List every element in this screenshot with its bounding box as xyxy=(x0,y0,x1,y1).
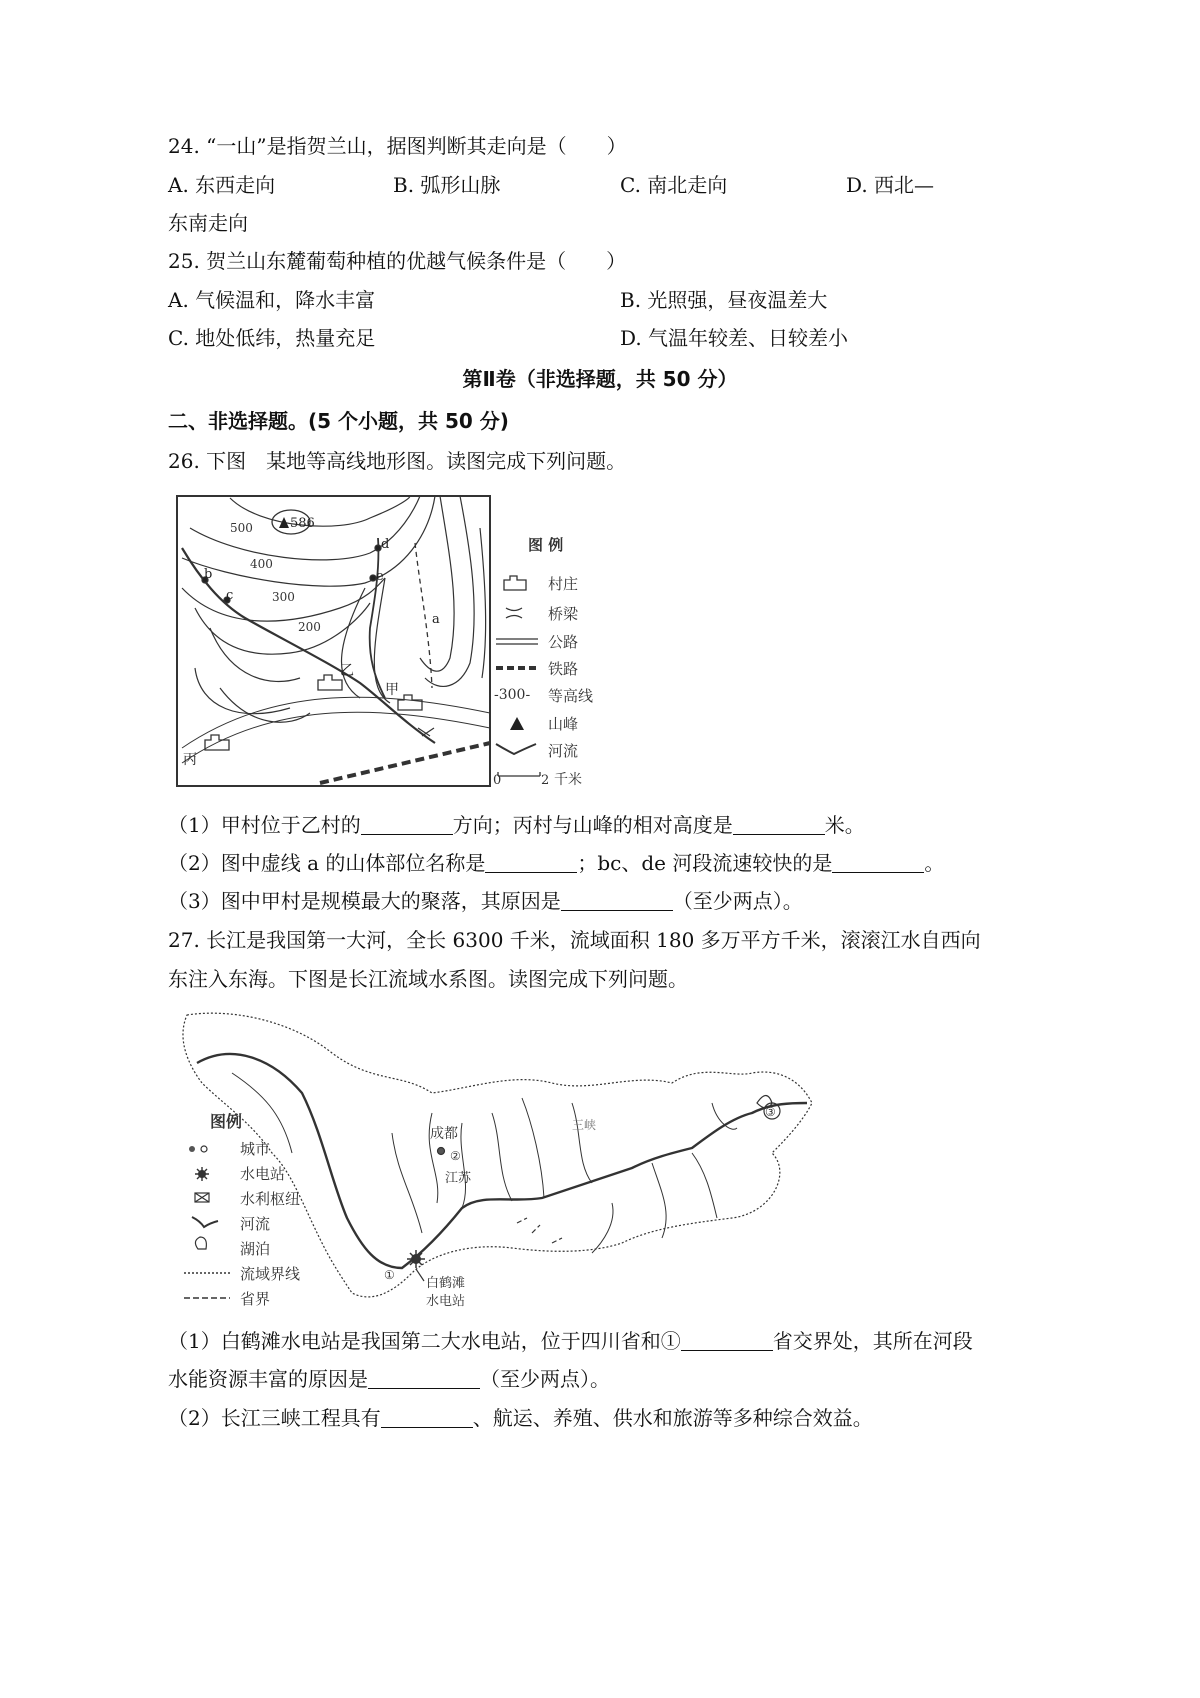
part2-title: 第Ⅱ卷（非选择题，共 50 分） xyxy=(462,367,738,391)
contour-label-500: 500 xyxy=(230,521,253,535)
q26-sub2 xyxy=(168,850,944,876)
legend-bridge: 桥梁 xyxy=(548,605,579,623)
legend-hub: 水利枢纽 xyxy=(240,1190,301,1208)
q26-sub2-a: （2）图中虚线 a 的山体部位名称是 xyxy=(168,851,486,875)
answer-blank[interactable] xyxy=(733,814,825,835)
q27-sub2-b: 、航运、养殖、供水和旅游等多种综合效益。 xyxy=(472,1406,873,1430)
river-legend-icon xyxy=(496,744,536,754)
map-label-baihetan: 白鹤滩 xyxy=(426,1276,466,1291)
map-label-3: ③ xyxy=(765,1105,776,1119)
yangtze-legend xyxy=(184,1112,300,1308)
dashed-line-a xyxy=(415,543,432,688)
village-legend-icon xyxy=(504,576,526,590)
contour-label-200: 200 xyxy=(298,620,321,634)
q24-option-c: C. 南北走向 xyxy=(620,173,728,197)
contour-label-400: 400 xyxy=(250,557,273,571)
q24-option-b: B. 弧形山脉 xyxy=(393,173,501,197)
point-b: b xyxy=(204,567,213,582)
q25-stem: 25. 贺兰山东麓葡萄种植的优越气候条件是（ ） xyxy=(168,249,627,273)
q25-option-a: A. 气候温和，降水丰富 xyxy=(168,288,376,312)
legend-river: 河流 xyxy=(240,1215,271,1233)
basin-boundary xyxy=(183,1013,812,1297)
map-label-2: ② xyxy=(450,1149,461,1163)
hub-legend-cross xyxy=(195,1193,209,1202)
q24-option-a: A. 东西走向 xyxy=(168,173,276,197)
q26-stem: 26. 下图 某地等高线地形图。读图完成下列问题。 xyxy=(168,449,627,473)
answer-blank[interactable] xyxy=(681,1330,773,1351)
contour-lines xyxy=(182,496,490,763)
map-label-chengdu: 成都 xyxy=(430,1126,458,1142)
q24-stem: 24. “一山”是指贺兰山，据图判断其走向是（ ） xyxy=(168,134,627,158)
village-jia: 甲 xyxy=(385,682,399,698)
q27-sub2-a: （2）长江三峡工程具有 xyxy=(168,1406,381,1430)
q26-sub1-a: （1）甲村位于乙村的 xyxy=(168,813,361,837)
point-e: e xyxy=(376,569,384,584)
q26-sub1-b: 方向；丙村与山峰的相对高度是 xyxy=(452,813,733,837)
answer-blank[interactable] xyxy=(368,1368,480,1389)
answer-blank[interactable] xyxy=(381,1407,473,1428)
legend-contour: 等高线 xyxy=(548,687,594,705)
village-jia-icon xyxy=(398,695,422,710)
yangtze-map xyxy=(172,1003,822,1319)
q27-sub1-b: 省交界处，其所在河段 xyxy=(772,1329,973,1353)
legend-village: 村庄 xyxy=(548,575,579,593)
q27-stem-line2: 东注入东海。下图是长江流域水系图。读图完成下列问题。 xyxy=(168,967,688,991)
legend-city: 城市 xyxy=(240,1140,271,1158)
legend-hydropower: 水电站 xyxy=(240,1165,286,1183)
point-d: d xyxy=(381,537,390,552)
tributary-rivers xyxy=(232,1073,737,1253)
answer-blank[interactable] xyxy=(485,852,577,873)
q24-option-d: D. 西北— xyxy=(846,173,935,197)
legend-province: 省界 xyxy=(240,1290,271,1308)
city-legend-circle xyxy=(201,1146,207,1152)
railway xyxy=(320,743,490,783)
legend-title: 图 例 xyxy=(528,536,564,554)
legend-road: 公路 xyxy=(548,633,579,651)
q25-option-b: B. 光照强，昼夜温差大 xyxy=(620,288,828,312)
point-c: c xyxy=(226,588,234,603)
scale-unit: 千米 xyxy=(554,772,582,788)
q25-option-d: D. 气温年较差、日较差小 xyxy=(620,326,849,350)
road-legend-icon xyxy=(496,639,538,644)
river-legend-icon xyxy=(192,1217,218,1227)
q25-option-c: C. 地处低纬，热量充足 xyxy=(168,326,376,350)
q26-sub1 xyxy=(168,812,865,838)
village-yi: 乙 xyxy=(340,663,354,679)
contour-legend xyxy=(493,536,593,788)
map-label-jiangsu: 江苏 xyxy=(445,1171,472,1186)
contour-label-300: 300 xyxy=(272,590,295,604)
legend-title: 图例 xyxy=(210,1112,243,1131)
river-tributary xyxy=(370,538,385,698)
section2-title: 二、非选择题。(5 个小题，共 50 分) xyxy=(168,409,509,433)
map-label-station: 水电站 xyxy=(426,1294,466,1309)
peak-legend-icon xyxy=(510,717,524,730)
q27-sub1-c: 水能资源丰富的原因是 xyxy=(168,1367,368,1391)
yangtze-main-river xyxy=(197,1054,807,1268)
q27-sub1-line2 xyxy=(168,1366,610,1392)
scale-two: 2 xyxy=(541,773,550,788)
lake-legend-icon xyxy=(195,1237,206,1249)
village-bing: 丙 xyxy=(183,752,197,768)
answer-blank[interactable] xyxy=(361,814,453,835)
legend-peak: 山峰 xyxy=(548,715,579,733)
q26-sub3 xyxy=(168,888,803,914)
province-border xyxy=(517,1218,562,1243)
legend-river: 河流 xyxy=(548,742,579,760)
q27-stem-line1: 27. 长江是我国第一大河，全长 6300 千米，流域面积 180 多万平方千米，滚滚江水自西向 xyxy=(168,928,981,952)
q24-option-d-cont: 东南走向 xyxy=(168,211,248,235)
q27-sub1-a: （1）白鹤滩水电站是我国第二大水电站，位于四川省和① xyxy=(168,1329,681,1353)
village-yi-icon xyxy=(318,675,342,690)
legend-railway: 铁路 xyxy=(548,660,579,678)
city-legend-dot xyxy=(189,1146,195,1152)
answer-blank[interactable] xyxy=(561,890,673,911)
q26-sub2-b: ；bc、de 河段流速较快的是 xyxy=(577,851,833,875)
peak-elevation: 586 xyxy=(290,516,315,531)
hydropower-pointer xyxy=(416,1269,424,1281)
hydropower-legend-icon xyxy=(195,1167,209,1181)
bridge-legend-icon xyxy=(506,608,522,618)
q27-sub1-d: （至少两点）。 xyxy=(480,1367,610,1391)
q26-sub1-c: 米。 xyxy=(824,813,865,837)
q26-sub3-a: （3）图中甲村是规模最大的聚落，其原因是 xyxy=(168,889,561,913)
map-label-sanxia: 三峡 xyxy=(572,1118,597,1132)
scale-zero: 0 xyxy=(493,773,502,788)
q27-sub1-line1 xyxy=(168,1328,973,1354)
contour-map xyxy=(170,488,650,800)
legend-lake: 湖泊 xyxy=(240,1240,271,1258)
q27-sub2 xyxy=(168,1405,873,1431)
point-a: a xyxy=(432,612,440,627)
legend-contour-sample: -300- xyxy=(494,687,531,703)
answer-blank[interactable] xyxy=(832,852,924,873)
legend-basin: 流域界线 xyxy=(240,1265,301,1283)
q26-sub3-b: （至少两点）。 xyxy=(672,889,803,913)
city-chengdu-dot xyxy=(438,1148,445,1155)
q26-sub2-c: 。 xyxy=(924,851,945,875)
map-label-1: ① xyxy=(384,1268,395,1282)
scale-bar xyxy=(498,772,540,776)
